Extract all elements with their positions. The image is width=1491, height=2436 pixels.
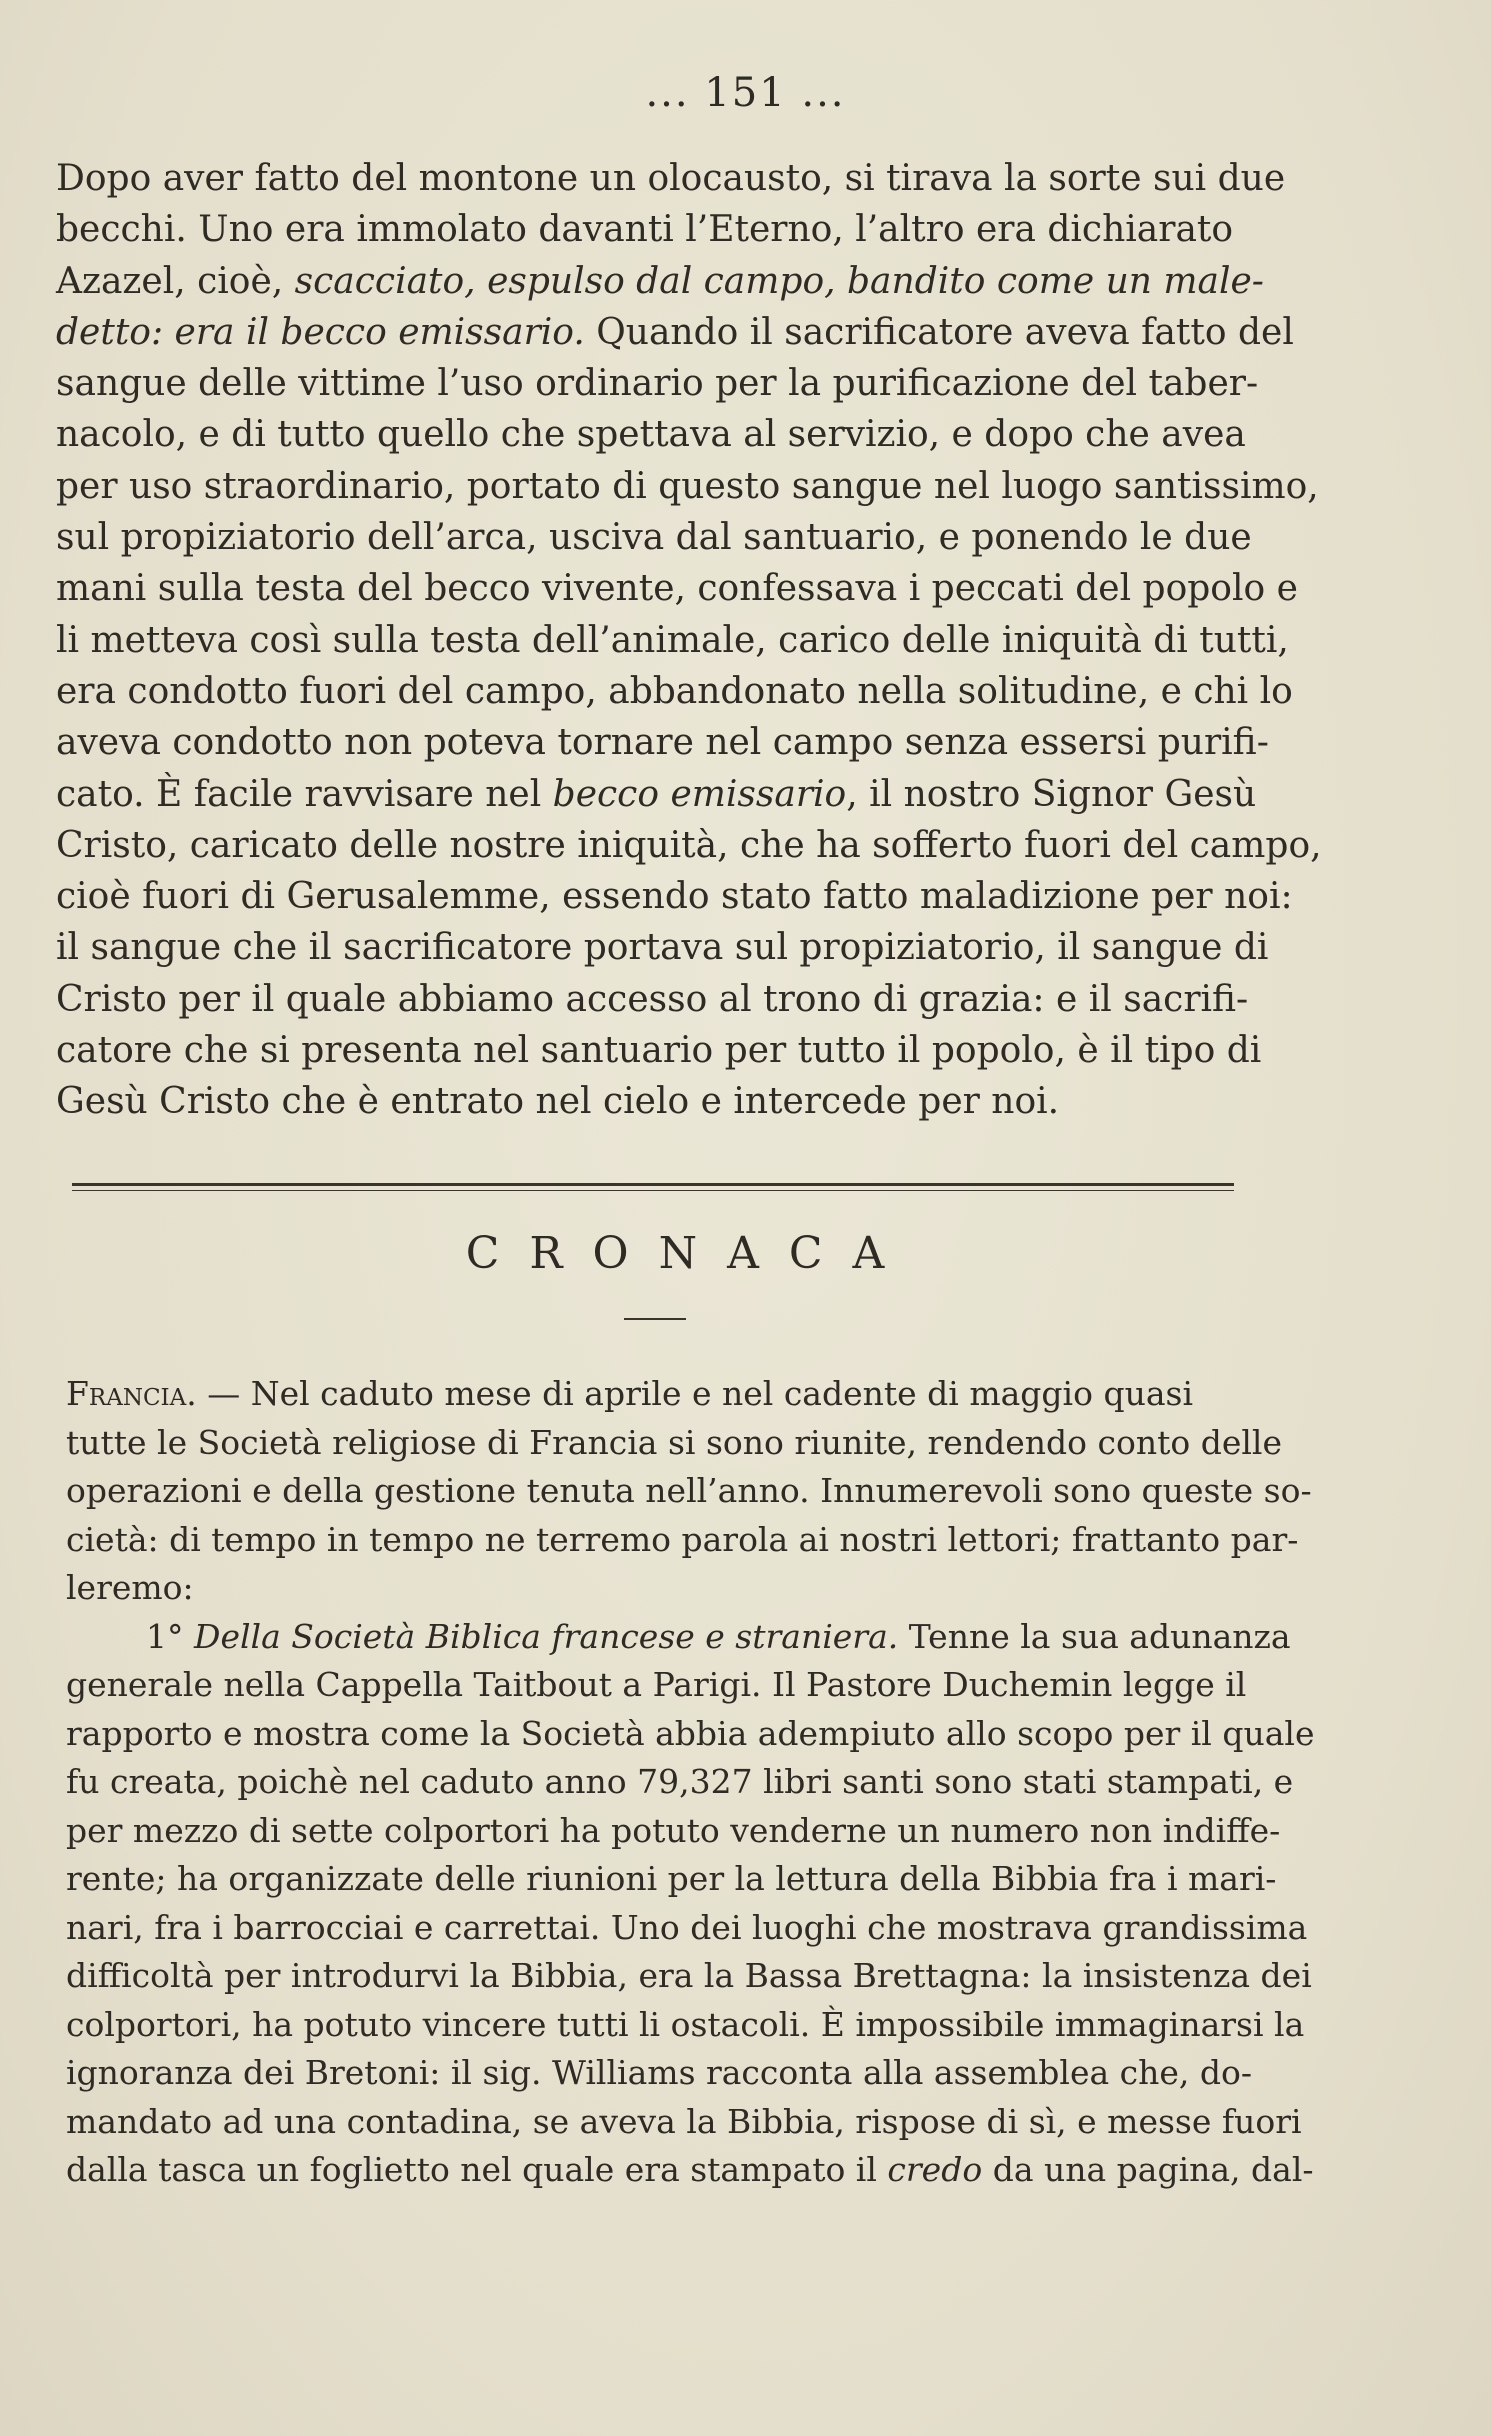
- paragraph-line: aveva condotto non poteva tornare nel campo senza essersi purifi-: [56, 722, 1269, 764]
- paragraph-line: detto: era il becco emissario. Quando il sacrificatore aveva fatto del: [56, 311, 1294, 353]
- title-underline: [624, 1318, 686, 1320]
- news-line: mandato ad una contadina, se aveva la Bibbia, rispose di sì, e messe fuori: [66, 2101, 1302, 2141]
- paragraph-line: Azazel, cioè, scacciato, espulso dal campo, bandito come un male-: [56, 260, 1264, 302]
- paragraph-line: il sangue che il sacrificatore portava sul propiziatorio, il sangue di: [56, 927, 1269, 969]
- paragraph-line: per uso straordinario, portato di questo sangue nel luogo santissimo,: [56, 465, 1319, 507]
- news-line: rapporto e mostra come la Società abbia adempiuto allo scopo per il quale: [66, 1713, 1315, 1753]
- news-line: — Nel caduto mese di aprile e nel cadente di maggio quasi: [207, 1374, 1193, 1413]
- news-line: operazioni e della gestione tenuta nell’anno. Innumerevoli sono queste so-: [66, 1471, 1312, 1510]
- news-line: nari, fra i barrocciai e carrettai. Uno dei luoghi che mostrava grandissima: [66, 1907, 1308, 1947]
- news-line: leremo:: [66, 1568, 194, 1607]
- section-divider: [72, 1183, 1234, 1191]
- news-line: per mezzo di sette colportori ha potuto venderne un numero non indiffe-: [66, 1810, 1281, 1850]
- news-line-part: dalla tasca un foglietto nel quale era stampato il: [66, 2150, 888, 2189]
- paragraph-line: cioè fuori di Gerusalemme, essendo stato fatto maladizione per noi:: [56, 876, 1293, 918]
- news-line: rente; ha organizzate delle riunioni per la lettura della Bibbia fra i mari-: [66, 1859, 1277, 1898]
- news-line: cietà: di tempo in tempo ne terremo parola ai nostri lettori; frattanto par-: [66, 1519, 1299, 1559]
- paragraph-line: Gesù Cristo che è entrato nel cielo e intercede per noi.: [56, 1081, 1060, 1123]
- paragraph-becco-emissario: [56, 153, 1322, 1128]
- news-italic-word: credo: [887, 2150, 983, 2189]
- paragraph-line: Dopo aver fatto del montone un olocausto, si tirava la sorte sui due: [56, 158, 1286, 199]
- news-line: Tenne la sua adunanza: [908, 1616, 1291, 1656]
- paragraph-line: catore che si presenta nel santuario per tutto il popolo, è il tipo di: [56, 1030, 1262, 1072]
- paragraph-line: mani sulla testa del becco vivente, confessava i peccati del popolo e: [56, 568, 1298, 610]
- news-first-line: [66, 1370, 1246, 1419]
- news-line: colportori, ha potuto vincere tutti li ostacoli. È impossibile immaginarsi la: [66, 2004, 1305, 2044]
- paragraph-line: Cristo, caricato delle nostre iniquità, che ha sofferto fuori del campo,: [56, 824, 1322, 866]
- page-number: ... 151 ...: [645, 70, 846, 116]
- news-country: Francia.: [66, 1374, 197, 1413]
- paragraph-line: era condotto fuori del campo, abbandonato nella solitudine, e chi lo: [56, 670, 1293, 712]
- paragraph-line: sul propiziatorio dell’arca, usciva dal santuario, e ponendo le due: [56, 517, 1252, 559]
- paragraph-line: li metteva così sulla testa dell’animale, carico delle iniquità di tutti,: [56, 619, 1289, 661]
- paragraph-line: Cristo per il quale abbiamo accesso al trono di grazia: e il sacrifi-: [56, 978, 1249, 1020]
- section-title: CRONACA: [465, 1228, 915, 1279]
- paragraph-line: sangue delle vittime l’uso ordinario per la purificazione del taber-: [56, 363, 1259, 405]
- news-item-heading: [66, 1613, 1291, 1662]
- news-line: generale nella Cappella Taitbout a Parigi. Il Pastore Duchemin legge il: [66, 1665, 1247, 1704]
- news-line: difficoltà per introdurvi la Bibbia, era la Bassa Brettagna: la insistenza dei: [66, 1956, 1312, 1995]
- paragraph-line: becchi. Uno era immolato davanti l’Eterno, l’altro era dichiarato: [56, 209, 1234, 251]
- paragraph-line: nacolo, e di tutto quello che spettava al servizio, e dopo che avea: [56, 414, 1246, 456]
- cronaca-text: [66, 1370, 1315, 2195]
- paragraph-line: cato. È facile ravvisare nel becco emissario, il nostro Signor Gesù: [56, 773, 1257, 815]
- news-line: ignoranza dei Bretoni: il sig. Williams racconta alla assemblea che, do-: [66, 2053, 1253, 2092]
- news-item-title: Della Società Biblica francese e straniera.: [194, 1616, 899, 1656]
- news-line: tutte le Società religiose di Francia si sono riunite, rendendo conto delle: [66, 1422, 1282, 1462]
- news-line-part: da una pagina, dal-: [982, 2150, 1314, 2189]
- news-last-line: [66, 2146, 1314, 2195]
- news-line: fu creata, poichè nel caduto anno 79,327 libri santi sono stati stampati, e: [66, 1762, 1294, 1801]
- news-item-number: 1°: [146, 1616, 184, 1656]
